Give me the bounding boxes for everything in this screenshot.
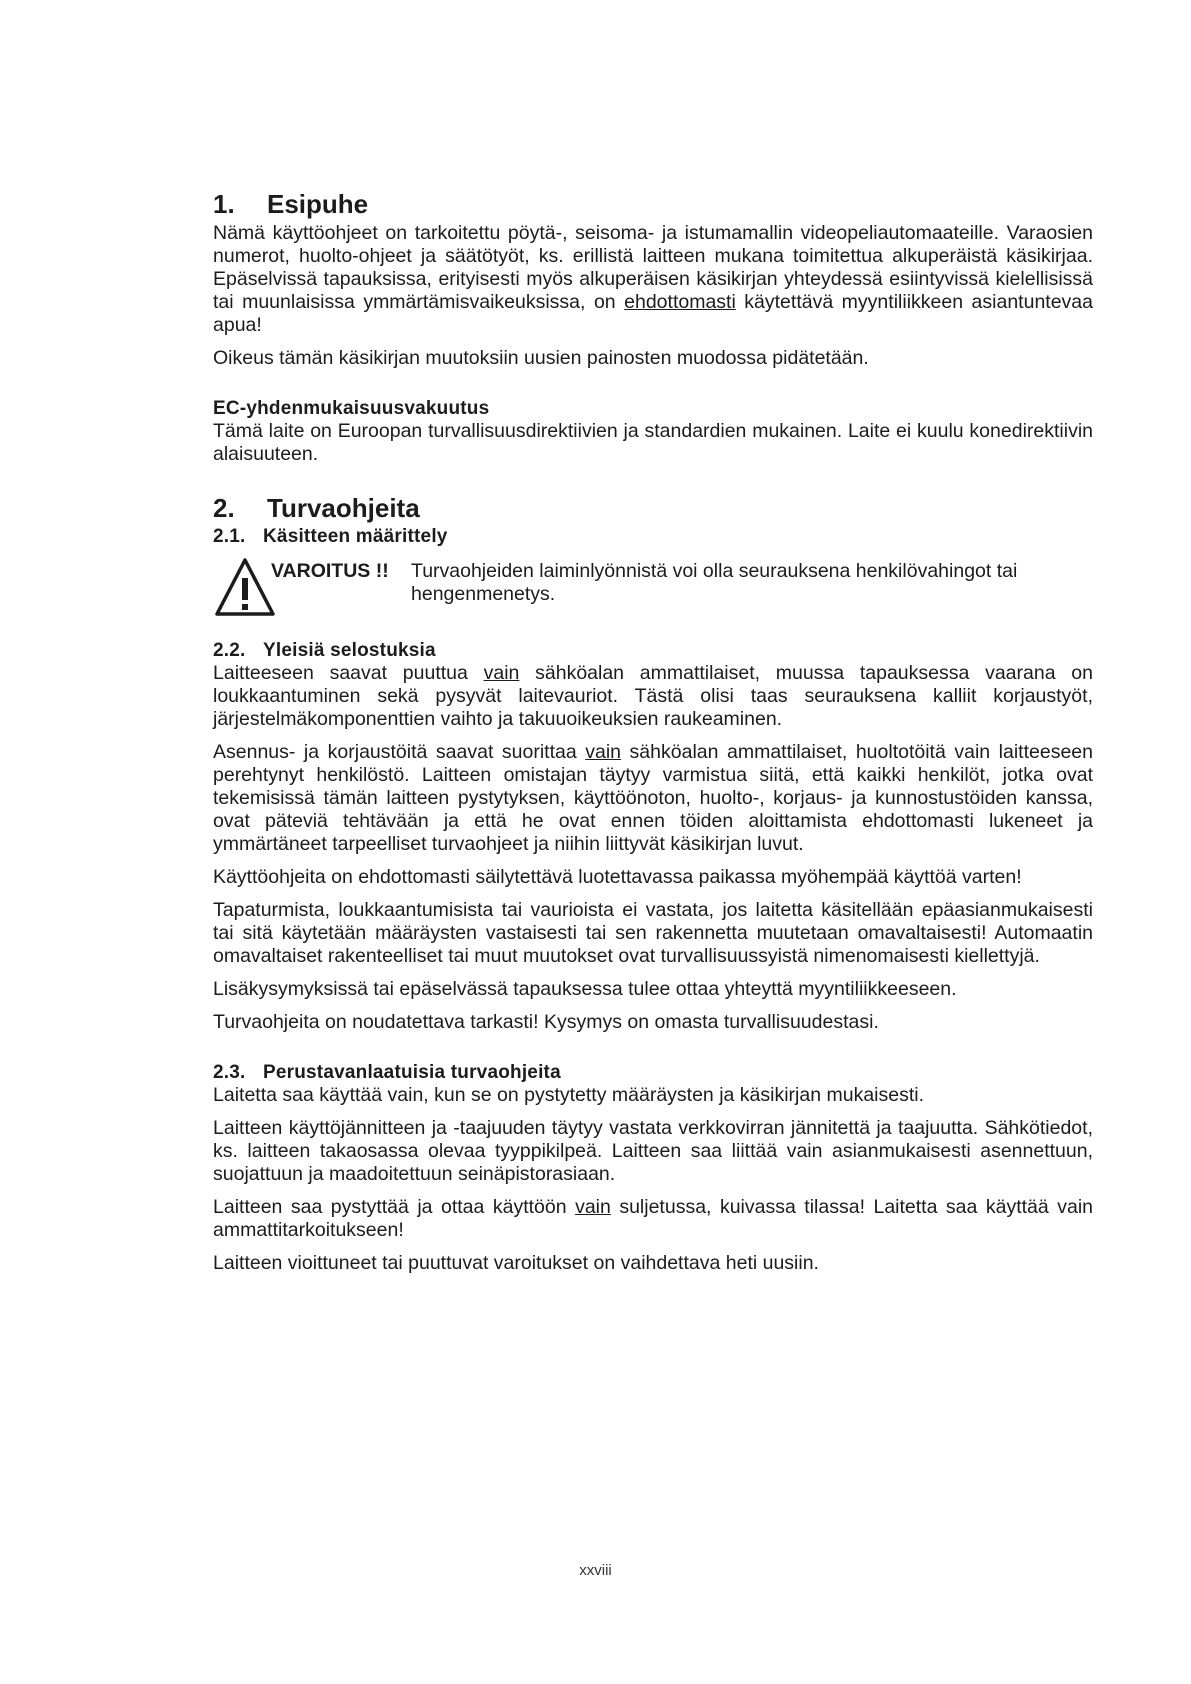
section-2-1-number: 2.1. xyxy=(213,526,246,547)
section-1-paragraph-1 xyxy=(213,222,1093,337)
section-2-number: 2. xyxy=(213,493,235,523)
text-run: sähköalan ammattilaiset, muussa tapauksessa vaarana on loukkaantuminen sekä pysyvät laitevauriot. Tästä olisi taas seurauksena kalliit korjaustyöt, järjestelmäkomponenttien vaihto ja takuuoikeuksien raukeaminen. xyxy=(213,662,1093,730)
section-1-heading xyxy=(213,190,1093,218)
section-2-2-paragraph-4: Tapaturmista, loukkaantumisista tai vaurioista ei vastata, jos laitetta käsitellään epäasianmukaisesti tai sitä käytetään määräysten vastaisesti tai sen rakennetta muutetaan omavaltaisesti! Automaatin omavaltaiset rakenteelliset tai muut muutokset ovat turvallisuussyistä nimenomaisesti kiellettyjä. xyxy=(213,899,1093,967)
section-2-heading xyxy=(213,494,1093,522)
warning-label: VAROITUS !! xyxy=(271,560,389,582)
section-2-1-heading xyxy=(213,526,1093,548)
section-1-paragraph-2: Oikeus tämän käsikirjan muutoksiin uusien painosten muodossa pidätetään. xyxy=(213,347,869,369)
warning-block xyxy=(213,556,1093,618)
section-2-2-paragraph-1 xyxy=(213,662,1093,731)
section-1-number: 1. xyxy=(213,189,235,219)
ec-declaration-heading: EC-yhdenmukaisuusvakuutus xyxy=(213,398,490,419)
section-2-2-paragraph-2 xyxy=(213,741,1093,856)
section-2-2-number: 2.2. xyxy=(213,640,246,661)
section-2-2-paragraph-6: Turvaohjeita on noudatettava tarkasti! Kysymys on omasta turvallisuudestasi. xyxy=(213,1011,879,1033)
section-2-2-paragraph-3: Käyttöohjeita on ehdottomasti säilytettävä luotettavassa paikassa myöhempää käyttöä varten! xyxy=(213,866,1022,888)
underlined-emphasis: vain xyxy=(483,662,520,684)
section-2-2-heading xyxy=(213,640,1093,662)
section-2-3-paragraph-4: Laitteen vioittuneet tai puuttuvat varoitukset on vaihdettava heti uusiin. xyxy=(213,1252,819,1274)
section-2-2-title: Yleisiä selostuksia xyxy=(263,640,436,661)
warning-triangle-icon xyxy=(213,556,277,618)
section-2-3-paragraph-1: Laitetta saa käyttää vain, kun se on pystytetty määräysten ja käsikirjan mukaisesti. xyxy=(213,1084,925,1106)
section-2-3-number: 2.3. xyxy=(213,1062,246,1083)
ec-declaration-text: Tämä laite on Euroopan turvallisuusdirektiivien ja standardien mukainen. Laite ei kuulu konedirektiivin alaisuuteen. xyxy=(213,420,1093,465)
text-run: Laitteen saa pystyttää ja ottaa käyttöön xyxy=(213,1196,576,1218)
section-1-title: Esipuhe xyxy=(267,189,369,219)
section-2-3-heading xyxy=(213,1062,1093,1084)
page-number: xxviii xyxy=(579,1562,612,1579)
section-2-title: Turvaohjeita xyxy=(267,493,420,523)
section-2-2-paragraph-5: Lisäkysymyksissä tai epäselvässä tapauksessa tulee ottaa yhteyttä myyntiliikkeeseen. xyxy=(213,978,957,1000)
section-2-3-title: Perustavanlaatuisia turvaohjeita xyxy=(263,1062,561,1083)
text-run: käytettävä myyntiliikkeen asiantuntevaa apua! xyxy=(213,291,1093,336)
text-run: suljetussa, kuivassa tilassa! Laitetta saa käyttää vain ammattitarkoitukseen! xyxy=(213,1196,1093,1241)
text-run: Laitteeseen saavat puuttua xyxy=(213,662,484,684)
warning-text: Turvaohjeiden laiminlyönnistä voi olla seurauksena henkilövahingot tai hengenmenetys. xyxy=(411,560,1018,605)
section-2-3-paragraph-2: Laitteen käyttöjännitteen ja -taajuuden täytyy vastata verkkovirran jännitettä ja taajuutta. Sähkötiedot, ks. laitteen takaosassa olevaa tyyppikilpeä. Laitteen saa liittää vain asianmukaisesti asennettuun, suojattuun ja maadoitettuun seinäpistorasiaan. xyxy=(213,1117,1093,1185)
document-page xyxy=(213,190,1093,1285)
section-2-1-title: Käsitteen määrittely xyxy=(263,526,448,547)
text-run: Nämä käyttöohjeet on tarkoitettu pöytä-, seisoma- ja istumamallin videopeliautomaateille. Varaosien numerot, huolto-ohjeet ja säätötyöt, ks. erillistä laitteen mukana toimitettua alkuperäistä käsikirjaa. Epäselvissä tapauksissa, erityisesti myös alkuperäisen käsikirjan yhteydessä esiintyvissä kielellisissä tai muunlaisissa ymmärtämisvaikeuksissa, on xyxy=(213,222,1093,313)
section-2-3-paragraph-3 xyxy=(213,1196,1093,1242)
underlined-emphasis: ehdottomasti xyxy=(624,291,736,313)
text-run: sähköalan ammattilaiset, huoltotöitä vain laitteeseen perehtynyt henkilöstö. Laitteen omistajan täytyy varmistua siitä, että kaikki henkilöt, jotka ovat tekemisissä tämän laitteen pystytyksen, käyttöönoton, huolto-, korjaus- ja kunnostustöiden kanssa, ovat päteviä tehtävään ja että he ovat ennen töiden aloittamista ehdottomasti lukeneet ja ymmärtäneet tarpeelliset turvaohjeet ja niihin liittyvät käsikirjan luvut. xyxy=(213,741,1093,855)
underlined-emphasis: vain xyxy=(575,1196,611,1218)
underlined-emphasis: vain xyxy=(585,741,622,763)
text-run: Asennus- ja korjaustöitä saavat suorittaa xyxy=(213,741,586,763)
